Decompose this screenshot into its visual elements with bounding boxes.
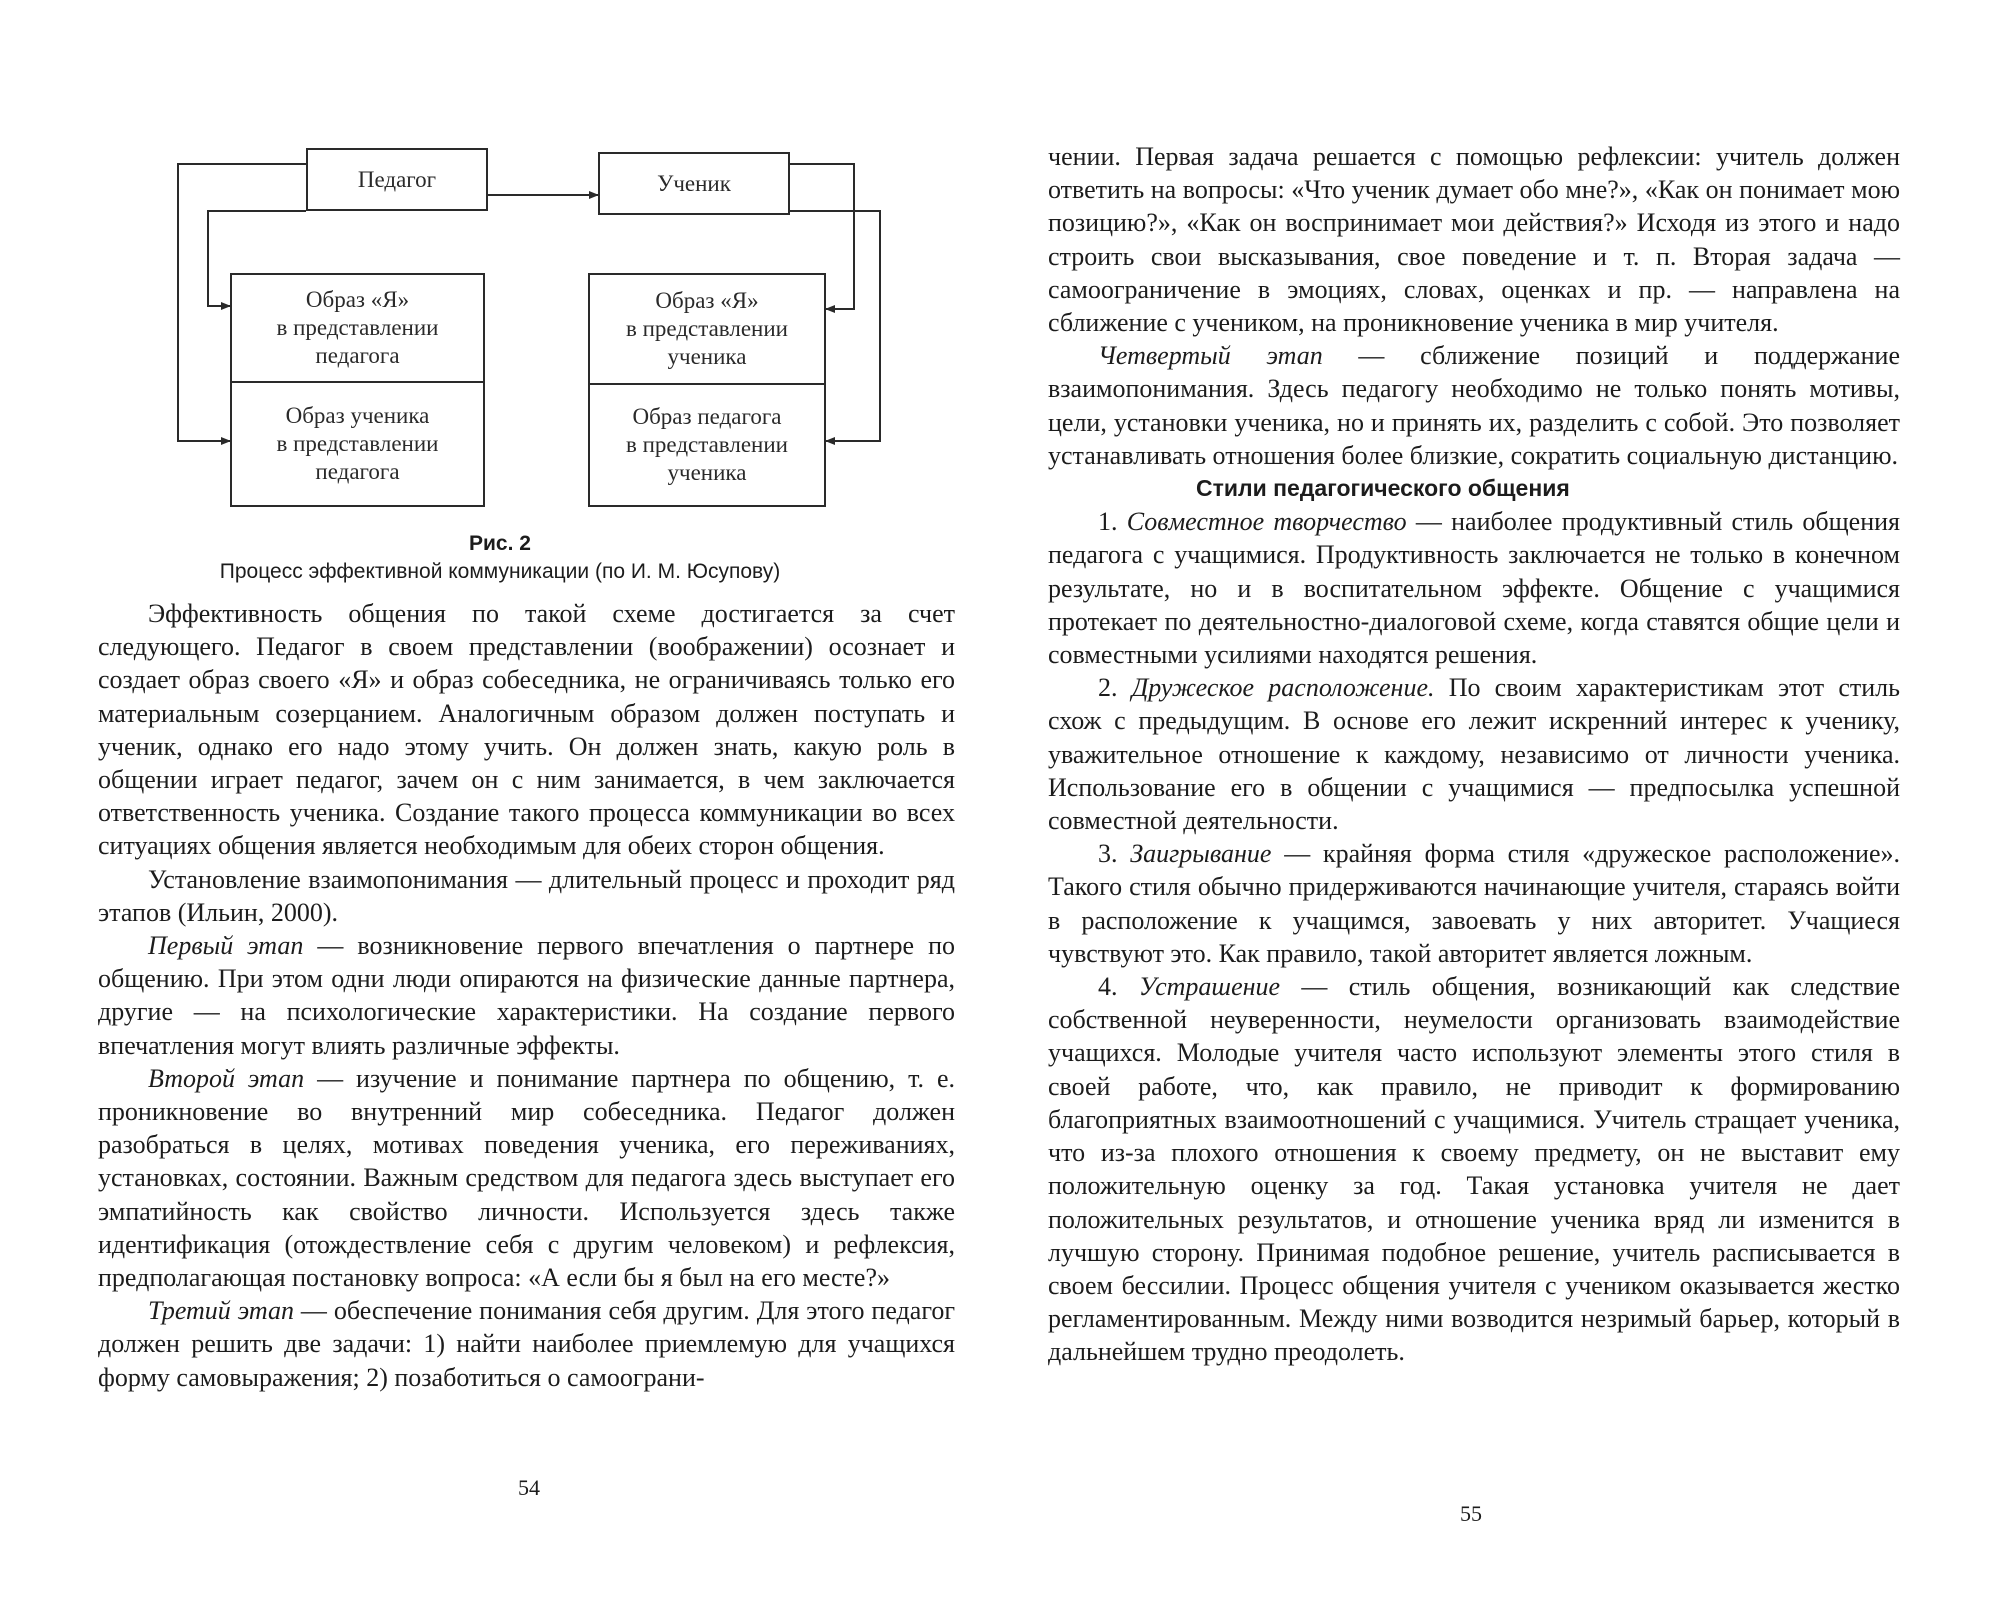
box-self-image-teacher [230,273,485,383]
figure-caption: Процесс эффективной коммуникации (по И. М. Юсупову) [219,560,781,583]
right-text-column [1048,140,1900,1369]
paragraph-lead: Третий этап [148,1296,294,1326]
style-text: — крайняя форма стиля «дружеское расположение». Такого стиля обычно придерживаются начинающие учителя, стараясь войти в расположение к учащимся, завоевать у них авторитет. Учащиеся чувствуют это. Как правило, такой авторитет является ложным. [1048,839,1900,968]
style-text: — стиль общения, возникающий как следствие собственной неуверенности, неумелости организовать взаимодействие учащихся. Молодые учителя часто используют элементы этого стиля в своей работе, что, как правило, не приводит к формированию благоприятных взаимоотношений с учащимися. Учитель стращает ученика, что из-за плохого отношения к своему предмету, он не выставит ему положительную оценку за год. Такая установка учителя не дает положительных результатов, и отношение ученика вряд ли изменится в лучшую сторону. Принимая подобное решение, учитель расписывается в своем бессилии. Процесс общения учителя с учеником оказывается жестко регламентированным. Между ними возводится незримый барьер, который в дальнейшем трудно преодолеть. [1048,972,1900,1367]
page-number: 54 [518,1475,540,1500]
box-line: ученика [667,344,747,369]
box-line: в представлении [626,316,788,341]
style-lead: Устрашение [1138,972,1281,1002]
box-line: педагога [315,459,400,484]
box-line: ученика [667,460,747,485]
paragraph [98,1294,955,1394]
box-line: Образ педагога [632,404,782,429]
box-line: в представлении [276,315,439,340]
style-item [1048,837,1900,970]
style-lead: Заигрывание [1130,839,1272,869]
paragraph-text: Эффективность общения по такой схеме достигается за счет следующего. Педагог в своем представлении (воображении) осознает и создает образ своего «Я» и образ собеседника, не ограничиваясь только его материальным созерцанием. Аналогичным образом должен поступать и ученик, однако его надо этому учить. Он должен знать, какую роль в общении играет педагог, зачем он с ним занимается, в чем заключается ответственность ученика. Создание такого процесса коммуникации во всех ситуациях общения является необходимым для обеих сторон общения. [98,599,955,861]
paragraph-text: чении. Первая задача решается с помощью рефлексии: учитель должен ответить на вопросы: «Что ученик думает обо мне?», «Как он понимает мою позицию?», «Как он воспринимает мои действия?» Исходя из этого и надо строить свои высказывания, свое поведение и т. п. Вторая задача — самоограничение в эмоциях, словах, оценках и пр. — направлена на сближение с учеником, на проникновение ученика в мир учителя. [1048,142,1900,338]
paragraph [98,863,955,929]
box-line: в представлении [276,431,439,456]
style-lead: Совместное творчество [1126,507,1407,537]
paragraph [98,597,955,863]
style-number: 4. [1098,972,1118,1002]
style-item [1048,505,1900,671]
paragraph-lead: Четвертый этап [1098,341,1323,371]
box-pedagog-label: Педагог [357,166,437,192]
paragraph-text: Установление взаимопонимания — длительный процесс и проходит ряд этапов (Ильин, 2000). [98,864,955,927]
box-line: Образ «Я» [305,287,410,312]
paragraph-lead: Второй этап [148,1063,305,1093]
paragraph-text: — изучение и понимание партнера по общению, т. е. проникновение во внутренний мир собеседника. Педагог должен разобраться в целях, мотивах поведения ученика, его переживаниях, установках, состоянии. Важным средством для педагога здесь выступает его эмпатийность как свойство личности. Используется здесь также идентификация (отождествление себя с другим человеком) и рефлексия, предполагающая постановку вопроса: «А если бы я был на его месте?» [98,1063,955,1293]
style-number: 1. [1098,507,1118,537]
box-self-image-student [588,273,826,385]
style-text: По своим характеристикам этот стиль схож с предыдущим. В основе его лежит искренний интерес к ученику, уважительное отношение к каждому, независимо от личности ученика. Использование его в общении с учащимися — предпосылка успешной совместной деятельности. [1048,673,1900,836]
style-text: — наиболее продуктивный стиль общения педагога с учащимися. Продуктивность заключается не только в конечном результате, но и в воспитательном эффекте. Общение с учащимися протекает по деятельностно-диалоговой схеме, когда ставятся общие цели и совместными усилиями находятся решения. [1048,507,1900,670]
box-student-image-teacher [230,381,485,507]
box-uchenik-label: Ученик [657,170,731,196]
paragraph [1048,339,1900,472]
figure-title: Рис. 2 [469,532,531,555]
box-pedagog [306,148,488,211]
box-line: педагога [315,343,400,368]
right-page [1000,0,2000,1600]
box-uchenik [598,152,790,215]
style-number: 2. [1098,673,1118,703]
paragraph [98,929,955,1062]
page-number: 55 [1460,1501,1482,1526]
style-number: 3. [1098,839,1118,869]
style-item [1048,671,1900,837]
left-text-column [98,597,955,1394]
box-teacher-image-student [588,383,826,507]
box-line: Образ ученика [285,403,430,428]
section-heading: Стили педагогического общения [1196,475,1570,502]
paragraph-text: — возникновение первого впечатления о партнере по общению. При этом одни люди опираются на физические данные партнера, другие — на психологические характеристики. На создание первого впечатления могут влиять различные эффекты. [98,931,955,1060]
paragraph [1048,140,1900,339]
paragraph [98,1062,955,1294]
style-lead: Дружеское расположение. [1131,673,1435,703]
box-line: в представлении [626,432,788,457]
paragraph-lead: Первый этап [148,931,304,961]
paragraph-text: — обеспечение понимания себя другим. Для этого педагог должен решить две задачи: 1) найти наиболее приемлемую для учащихся форму самовыражения; 2) позаботиться о самоограни- [98,1296,955,1392]
style-item [1048,970,1900,1368]
communication-diagram [170,148,890,528]
box-line: Образ «Я» [655,288,759,313]
paragraph-text: — сближение позиций и поддержание взаимопонимания. Здесь педагогу необходимо не только понять мотивы, цели, установки ученика, но и принять их, разделить с собой. Это позволяет устанавливать отношения более близкие, сократить социальную дистанцию. [1048,341,1900,470]
